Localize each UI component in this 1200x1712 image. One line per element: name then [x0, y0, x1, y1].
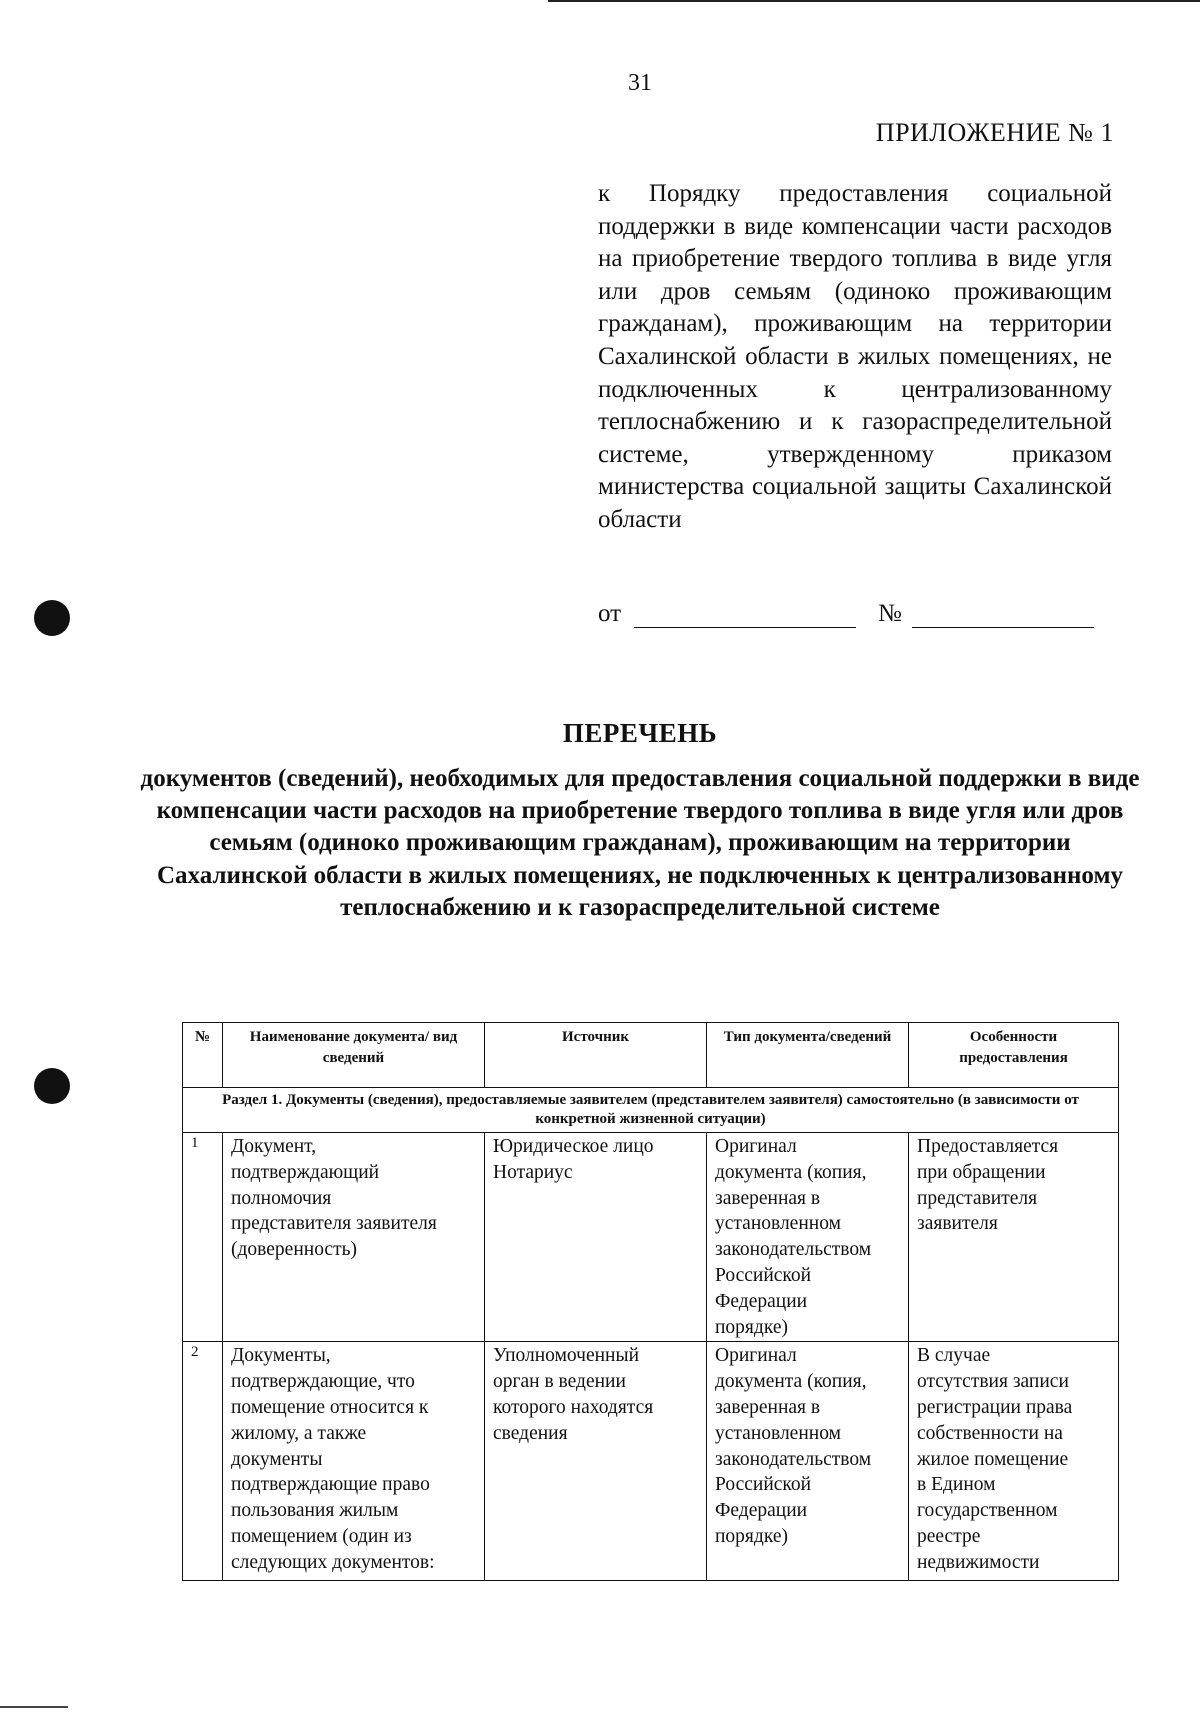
source-cell	[485, 1342, 707, 1581]
notes-cell	[909, 1133, 1119, 1342]
table-row	[183, 1342, 1119, 1581]
approval-reference-line	[598, 600, 1098, 632]
cell-text-line: документа (копия,	[715, 1371, 867, 1393]
cell-text-line: при обращении	[917, 1161, 1046, 1183]
cell-text-line: заверенная в	[715, 1396, 821, 1418]
table-row	[183, 1133, 1119, 1342]
cell-text-line: документа (копия,	[715, 1161, 867, 1183]
binder-hole-top	[34, 600, 70, 636]
column-header-document-name: Наименование документа/ вид сведений	[223, 1023, 485, 1088]
row-number: 1	[183, 1133, 223, 1342]
cell-text-line: (доверенность)	[231, 1239, 357, 1261]
document-type-cell	[707, 1342, 909, 1581]
number-label: №	[878, 600, 902, 627]
column-header-notes: Особенности предоставления	[909, 1023, 1119, 1088]
bottom-border-line	[0, 1706, 68, 1708]
cell-text-line: установленном	[715, 1213, 841, 1235]
cell-text-line: подтверждающие, что	[231, 1371, 415, 1393]
cell-text-line: реестре	[917, 1525, 981, 1547]
cell-text-line: которого находятся	[493, 1396, 654, 1418]
cell-text-line: Нотариус	[493, 1161, 573, 1183]
cell-text-line: Предоставляется	[917, 1136, 1059, 1157]
cell-text-line: Документ,	[231, 1136, 317, 1157]
cell-text-line: регистрации права	[917, 1396, 1073, 1418]
cell-text-line: законодательством	[715, 1239, 872, 1261]
cell-text-line: подтверждающие право	[231, 1474, 430, 1496]
cell-text-line: отсутствия записи	[917, 1371, 1069, 1393]
cell-text-line: установленном	[715, 1422, 841, 1444]
cell-text-line: Документы,	[231, 1345, 331, 1367]
cell-text-line: Российской	[715, 1264, 812, 1286]
cell-text-line: заявителя	[917, 1213, 998, 1235]
binder-hole-bottom	[34, 1068, 70, 1104]
cell-text-line: государственном	[917, 1500, 1058, 1522]
list-title: ПЕРЕЧЕНЬ	[562, 718, 718, 748]
row-number: 2	[183, 1342, 223, 1581]
column-header-source: Источник	[485, 1023, 707, 1088]
page-number: 31	[628, 70, 652, 96]
cell-text-line: полномочия	[231, 1187, 332, 1209]
cell-text-line: представителя	[917, 1187, 1038, 1209]
cell-text-line: Федерации	[715, 1500, 808, 1522]
cell-text-line: орган в ведении	[493, 1371, 626, 1393]
cell-text-line: жилому, а также	[231, 1422, 367, 1444]
cell-text-line: заверенная в	[715, 1187, 821, 1209]
date-blank-line	[634, 627, 856, 628]
column-header-number: №	[183, 1023, 223, 1088]
cell-text-line: в Едином	[917, 1474, 996, 1496]
cell-text-line: Юридическое лицо	[493, 1136, 654, 1157]
cell-text-line: Оригинал	[715, 1136, 797, 1157]
notes-cell	[909, 1342, 1119, 1581]
document-type-cell	[707, 1133, 909, 1342]
cell-text-line: недвижимости	[917, 1551, 1040, 1573]
cell-text-line: подтверждающий	[231, 1161, 380, 1183]
section-1-row	[183, 1088, 1119, 1133]
number-blank-line	[912, 627, 1094, 628]
source-cell	[485, 1133, 707, 1342]
cell-text-line: Федерации	[715, 1290, 808, 1312]
cell-text-line: Уполномоченный	[493, 1345, 640, 1367]
list-subtitle: документов (сведений), необходимых для предоставления социальной поддержки в виде компенсации части расходов на приобретение твердого топлива в виде угля или дров семьям (одиноко проживающим гражданам), проживающим на территории Сахалинской области в жилых помещениях, не подключенных к централизованному теплоснабжению и к газораспределительной системе	[140, 765, 1140, 921]
table-header-row	[183, 1023, 1119, 1088]
document-name-cell	[223, 1133, 485, 1342]
document-name-cell	[223, 1342, 485, 1581]
appendix-reference-text: к Порядку предоставления социальной поддержки в виде компенсации части расходов на приобретение твердого топлива в виде угля или дров семьям (одиноко проживающим гражданам), проживающим на территории Сахалинской области в жилых помещениях, не подключенных к централизованному теплоснабжению и к газораспределительной системе, утвержденному приказом министерства социальной защиты Сахалинской области	[598, 180, 1112, 533]
cell-text-line: собственности на	[917, 1422, 1063, 1444]
cell-text-line: порядке)	[715, 1525, 788, 1547]
cell-text-line: представителя заявителя	[231, 1213, 437, 1235]
cell-text-line: Оригинал	[715, 1345, 797, 1367]
cell-text-line: жилое помещение	[917, 1448, 1069, 1470]
cell-text-line: сведения	[493, 1422, 568, 1444]
cell-text-line: Российской	[715, 1474, 812, 1496]
cell-text-line: законодательством	[715, 1448, 872, 1470]
top-border-line	[548, 0, 1200, 2]
cell-text-line: В случае	[917, 1345, 991, 1367]
cell-text-line: документы	[231, 1448, 323, 1470]
cell-text-line: помещение относится к	[231, 1396, 429, 1418]
appendix-title: ПРИЛОЖЕНИЕ № 1	[875, 118, 1114, 147]
cell-text-line: пользования жилым	[231, 1500, 399, 1522]
section-1-title: Раздел 1. Документы (сведения), предоставляемые заявителем (представителем заявителя) самостоятельно (в зависимости от конкретной жизненной ситуации)	[183, 1088, 1119, 1133]
cell-text-line: порядке)	[715, 1316, 788, 1338]
cell-text-line: помещением (один из	[231, 1525, 412, 1547]
documents-table	[182, 1022, 1119, 1581]
from-label: от	[598, 600, 622, 627]
cell-text-line: следующих документов:	[231, 1551, 435, 1573]
column-header-document-type: Тип документа/сведений	[707, 1023, 909, 1088]
